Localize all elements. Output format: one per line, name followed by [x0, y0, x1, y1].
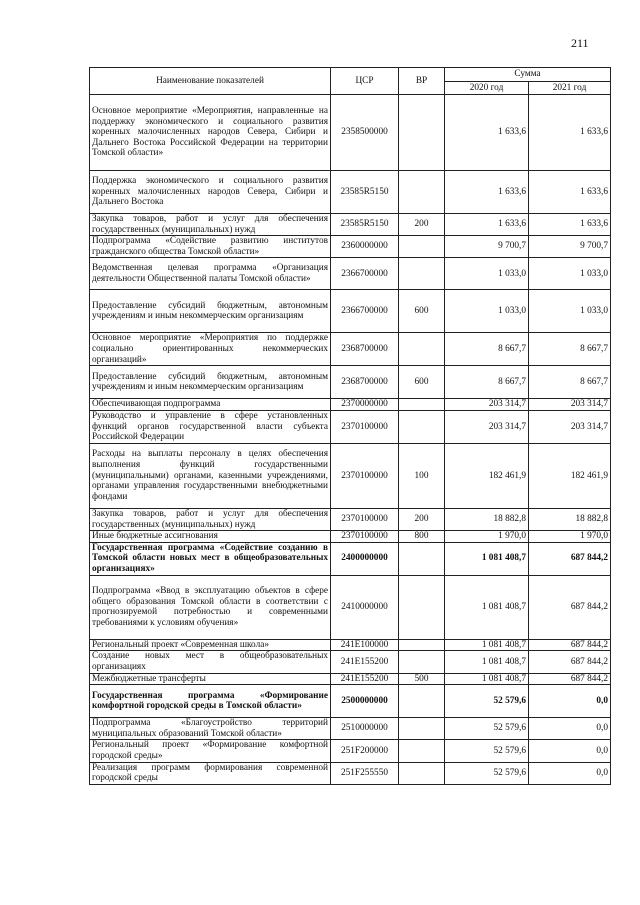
row-sum-2021: 687 844,2: [529, 673, 611, 685]
row-sum-2021: 18 882,8: [529, 508, 611, 530]
table-row: [90, 685, 611, 718]
row-sum-2020: 182 461,9: [445, 443, 529, 508]
table-row: [90, 410, 611, 443]
table-row: [90, 575, 611, 639]
header-year-2021: 2021 год: [529, 82, 611, 95]
header-csr: ЦСР: [331, 68, 399, 95]
row-csr: 2370100000: [331, 443, 399, 508]
row-vr: [399, 651, 445, 673]
table-row: [90, 718, 611, 740]
row-sum-2020: 8 667,7: [445, 333, 529, 366]
table-row: [90, 531, 611, 543]
row-csr: 251F255550: [331, 762, 399, 784]
header-name: Наименование показателей: [90, 68, 331, 95]
row-name: Руководство и управление в сфере установленных функций органов государственной власти субъекта Российской Федерации: [90, 410, 331, 443]
row-sum-2020: 52 579,6: [445, 762, 529, 784]
row-vr: [399, 542, 445, 575]
row-vr: [399, 333, 445, 366]
row-vr: [399, 236, 445, 258]
row-name: Подпрограмма «Благоустройство территорий муниципальных образований Томской области»: [90, 718, 331, 740]
row-sum-2020: 1 033,0: [445, 290, 529, 333]
row-name: Региональный проект «Современная школа»: [90, 639, 331, 651]
row-csr: 2500000000: [331, 685, 399, 718]
row-csr: 2510000000: [331, 718, 399, 740]
row-name: Обеспечивающая подпрограмма: [90, 399, 331, 411]
row-csr: 2366700000: [331, 258, 399, 290]
row-sum-2020: 8 667,7: [445, 366, 529, 399]
row-csr: 2370000000: [331, 399, 399, 411]
table-row: [90, 258, 611, 290]
table-row: [90, 651, 611, 673]
table-row: [90, 542, 611, 575]
row-sum-2021: 1 633,6: [529, 214, 611, 236]
row-sum-2021: 0,0: [529, 740, 611, 762]
row-sum-2020: 203 314,7: [445, 399, 529, 411]
row-sum-2021: 687 844,2: [529, 575, 611, 639]
row-name: Предоставление субсидий бюджетным, автономным учреждениям и иным некоммерческим организациям: [90, 290, 331, 333]
row-sum-2020: 1 081 408,7: [445, 651, 529, 673]
row-sum-2020: 1 033,0: [445, 258, 529, 290]
row-name: Межбюджетные трансферты: [90, 673, 331, 685]
row-sum-2020: 203 314,7: [445, 410, 529, 443]
table-row: [90, 443, 611, 508]
row-name: Расходы на выплаты персоналу в целях обеспечения выполнения функций государственными (муниципальными) органами, казенными учреждениями, органами управления государственными внебюджетными фондами: [90, 443, 331, 508]
table-row: [90, 508, 611, 530]
row-vr: 600: [399, 290, 445, 333]
row-sum-2021: 0,0: [529, 718, 611, 740]
row-sum-2021: 182 461,9: [529, 443, 611, 508]
row-vr: [399, 95, 445, 171]
row-name: Региональный проект «Формирование комфортной городской среды»: [90, 740, 331, 762]
table-row: [90, 366, 611, 399]
row-sum-2021: 203 314,7: [529, 399, 611, 411]
table-row: [90, 171, 611, 214]
row-sum-2020: 1 970,0: [445, 531, 529, 543]
row-vr: [399, 575, 445, 639]
row-sum-2020: 52 579,6: [445, 740, 529, 762]
row-sum-2021: 8 667,7: [529, 333, 611, 366]
table-row: [90, 399, 611, 411]
row-name: Предоставление субсидий бюджетным, автономным учреждениям и иным некоммерческим организациям: [90, 366, 331, 399]
row-vr: 600: [399, 366, 445, 399]
row-csr: 2370100000: [331, 410, 399, 443]
row-sum-2020: 1 633,6: [445, 171, 529, 214]
header-year-2020: 2020 год: [445, 82, 529, 95]
row-sum-2020: 1 081 408,7: [445, 673, 529, 685]
row-sum-2021: 1 033,0: [529, 258, 611, 290]
row-sum-2020: 1 081 408,7: [445, 542, 529, 575]
row-vr: [399, 171, 445, 214]
row-csr: 2400000000: [331, 542, 399, 575]
table-row: [90, 762, 611, 784]
row-sum-2020: 1 081 408,7: [445, 575, 529, 639]
row-csr: 2410000000: [331, 575, 399, 639]
header-sum: Сумма: [445, 68, 611, 82]
row-csr: 2360000000: [331, 236, 399, 258]
row-name: Государственная программа «Формирование комфортной городской среды в Томской области»: [90, 685, 331, 718]
header-vr: ВР: [399, 68, 445, 95]
row-name: Ведомственная целевая программа «Организация деятельности Общественной палаты Томской области»: [90, 258, 331, 290]
row-name: Создание новых мест в общеобразовательных организациях: [90, 651, 331, 673]
row-sum-2021: 687 844,2: [529, 651, 611, 673]
row-vr: 100: [399, 443, 445, 508]
table-row: [90, 95, 611, 171]
row-vr: 800: [399, 531, 445, 543]
row-sum-2020: 18 882,8: [445, 508, 529, 530]
row-name: Основное мероприятие «Мероприятия, направленные на поддержку экономического и социального развития коренных малочисленных народов Севера, Сибири и Дальнего Востока Российской Федерации на территории Томской области»: [90, 95, 331, 171]
row-csr: 23585R5150: [331, 214, 399, 236]
row-sum-2021: 1 633,6: [529, 95, 611, 171]
row-csr: 2358500000: [331, 95, 399, 171]
row-sum-2021: 8 667,7: [529, 366, 611, 399]
table-row: [90, 214, 611, 236]
row-sum-2021: 687 844,2: [529, 542, 611, 575]
row-csr: 241E155200: [331, 673, 399, 685]
row-name: Иные бюджетные ассигнования: [90, 531, 331, 543]
page-number: 211: [571, 36, 589, 50]
row-csr: 241E155200: [331, 651, 399, 673]
row-name: Государственная программа «Содействие созданию в Томской области новых мест в общеобразовательных организациях»: [90, 542, 331, 575]
budget-table: [89, 67, 611, 785]
row-sum-2020: 52 579,6: [445, 685, 529, 718]
table-row: [90, 639, 611, 651]
row-sum-2020: 1 081 408,7: [445, 639, 529, 651]
row-csr: 23585R5150: [331, 171, 399, 214]
row-vr: [399, 685, 445, 718]
row-name: Подпрограмма «Ввод в эксплуатацию объектов в сфере общего образования Томской области в соответствии с прогнозируемой потребностью и современными требованиями к условиям обучения»: [90, 575, 331, 639]
row-vr: 500: [399, 673, 445, 685]
row-name: Закупка товаров, работ и услуг для обеспечения государственных (муниципальных) нужд: [90, 214, 331, 236]
row-sum-2021: 1 970,0: [529, 531, 611, 543]
row-vr: 200: [399, 508, 445, 530]
row-vr: [399, 740, 445, 762]
row-name: Подпрограмма «Содействие развитию институтов гражданского общества Томской области»: [90, 236, 331, 258]
row-csr: 241E100000: [331, 639, 399, 651]
row-sum-2021: 1 633,6: [529, 171, 611, 214]
row-name: Реализация программ формирования современной городской среды: [90, 762, 331, 784]
row-vr: [399, 718, 445, 740]
row-sum-2021: 687 844,2: [529, 639, 611, 651]
row-name: Основное мероприятие «Мероприятия по поддержке социально ориентированных некоммерческих организаций»: [90, 333, 331, 366]
row-name: Закупка товаров, работ и услуг для обеспечения государственных (муниципальных) нужд: [90, 508, 331, 530]
row-vr: [399, 258, 445, 290]
row-csr: 2370100000: [331, 508, 399, 530]
row-sum-2021: 0,0: [529, 762, 611, 784]
table-row: [90, 333, 611, 366]
table-row: [90, 673, 611, 685]
row-csr: 2368700000: [331, 333, 399, 366]
row-csr: 2368700000: [331, 366, 399, 399]
row-vr: 200: [399, 214, 445, 236]
row-sum-2021: 1 033,0: [529, 290, 611, 333]
table-row: [90, 290, 611, 333]
row-name: Поддержка экономического и социального развития коренных малочисленных народов Севера, Сибири и Дальнего Востока: [90, 171, 331, 214]
row-sum-2020: 1 633,6: [445, 95, 529, 171]
row-csr: 2370100000: [331, 531, 399, 543]
row-csr: 251F200000: [331, 740, 399, 762]
row-sum-2021: 203 314,7: [529, 410, 611, 443]
row-vr: [399, 639, 445, 651]
row-vr: [399, 410, 445, 443]
row-sum-2020: 9 700,7: [445, 236, 529, 258]
table-row: [90, 236, 611, 258]
row-sum-2020: 52 579,6: [445, 718, 529, 740]
row-vr: [399, 399, 445, 411]
row-sum-2021: 0,0: [529, 685, 611, 718]
table-row: [90, 740, 611, 762]
row-vr: [399, 762, 445, 784]
row-sum-2021: 9 700,7: [529, 236, 611, 258]
row-sum-2020: 1 633,6: [445, 214, 529, 236]
row-csr: 2366700000: [331, 290, 399, 333]
